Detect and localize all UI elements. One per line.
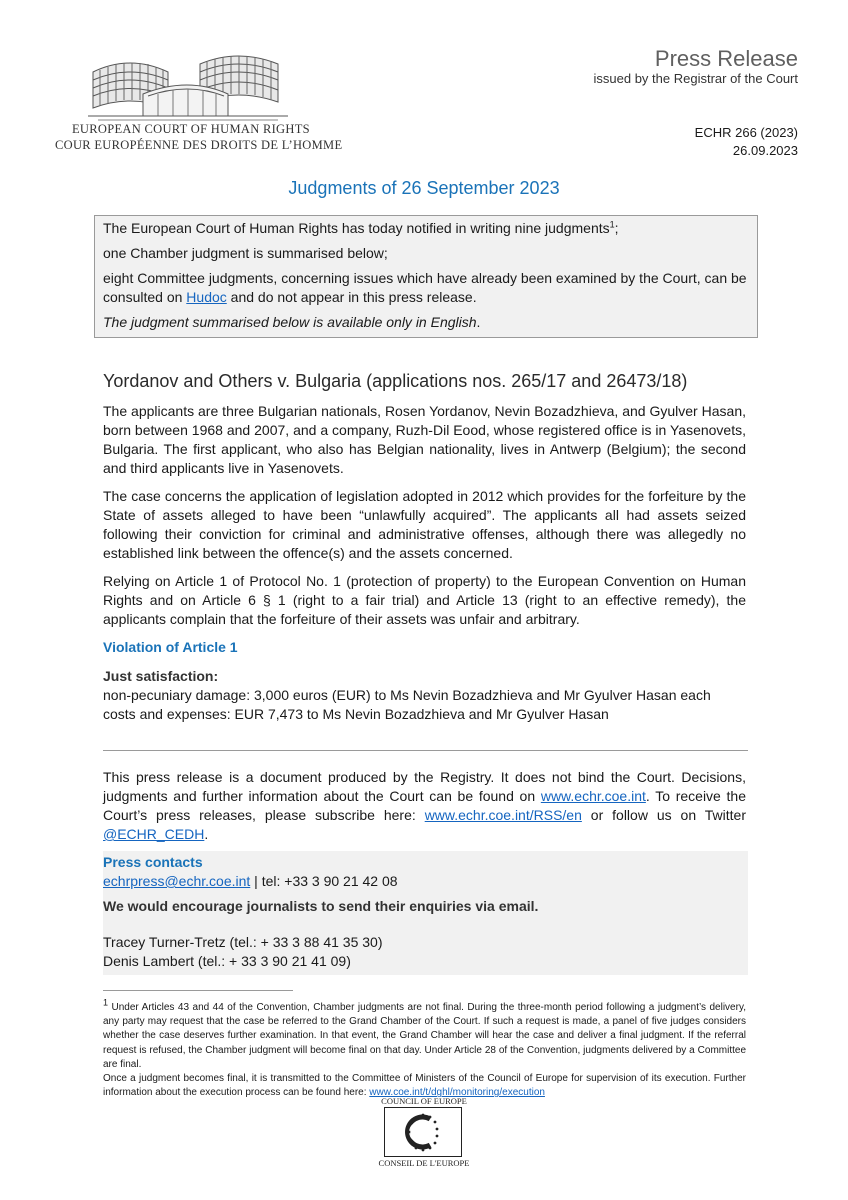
execution-link[interactable]: www.coe.int/t/dghl/monitoring/execution: [369, 1087, 545, 1099]
echr-website-link[interactable]: www.echr.coe.int: [540, 788, 646, 804]
council-name-fr: CONSEIL DE L'EUROPE: [378, 1158, 470, 1168]
press-contacts: [103, 851, 748, 975]
court-name-fr: COUR EUROPÉENNE DES DROITS DE L’HOMME: [55, 138, 343, 152]
intro-box: [94, 215, 758, 338]
council-name-en: COUNCIL OF EUROPE: [381, 1096, 467, 1106]
violation-heading: Violation of Article 1: [103, 639, 238, 655]
press-contacts-heading: Press contacts: [103, 854, 203, 870]
costs-line: costs and expenses: EUR 7,473 to Ms Nevin Bozadzhieva and Mr Gyulver Hasan: [103, 706, 609, 722]
about-paragraph: This press release is a document produced by the Registry. It does not bind the Court. Decisions, judgments and further information about the Court can be found on www.echr.coe.int. To receive the Court’s press releases, please subscribe here: www.echr.coe.int/RSS/en or follow us on Twitter @ECHR_CEDH.: [103, 769, 746, 842]
divider: [103, 750, 748, 751]
intro-line-3: eight Committee judgments, concerning issues which have already been examined by the Court, can be consulted on Hudoc and do not appear in this press release.: [103, 270, 747, 305]
contact-line: echrpress@echr.coe.int | tel: +33 3 90 21 42 08: [103, 873, 398, 889]
intro-line-1: The European Court of Human Rights has today notified in writing nine judgments$^1$;: [103, 219, 619, 236]
case-para-3: Relying on Article 1 of Protocol No. 1 (protection of property) to the European Convention on Human Rights and on Article 6 § 1 (right to a fair trial) and Article 13 (right to an effective remedy), the applicants complain that the forfeiture of their assets was unfair and arbitrary.: [103, 573, 746, 627]
just-satisfaction-block: [103, 667, 746, 724]
release-date: 26.09.2023: [732, 143, 798, 158]
case-title: Yordanov and Others v. Bulgaria (applications nos. 265/17 and 26473/18): [103, 371, 688, 391]
intro-line-4: The judgment summarised below is available only in English.: [103, 314, 481, 330]
contact-person-1: Tracey Turner-Tretz (tel.: + 33 3 88 41 35 30): [103, 934, 383, 950]
hudoc-link[interactable]: Hudoc: [186, 289, 227, 305]
footnote-divider: [103, 990, 293, 991]
case-para-2: The case concerns the application of legislation adopted in 2012 which provides for the forfeiture by the State of assets alleged to have been “unlawfully acquired”. The applicants all had assets seized following their conviction for criminal and administrative offenses, although there was allegedly no established link between the offence(s) and the assets concerned.: [103, 488, 746, 561]
footnote-ref[interactable]: 1: [609, 219, 615, 230]
damage-line: non-pecuniary damage: 3,000 euros (EUR) to Ms Nevin Bozadzhieva and Mr Gyulver Hasan each: [103, 687, 711, 703]
contact-person-2: Denis Lambert (tel.: + 33 3 90 21 41 09): [103, 953, 351, 969]
page-title: Judgments of 26 September 2023: [288, 178, 560, 198]
footnote: $^1$ Under Articles 43 and 44 of the Convention, Chamber judgments are not final. During the three-month period following a judgment’s delivery, any party may request that the case be referred to the Grand Chamber of the Court. If such a request is made, a panel of five judges considers whether the case deserves further examination. In that event, the Grand Chamber will hear the case and deliver a final judgment. If the referral request is refused, the Chamber judgment will become final on that day. Under Article 28 of the Convention, judgments delivered by a Committee are final. Once a judgment becomes final, it is transmitted to the Committee of Ministers of the Council of Europe for supervision of its execution. Further information about the execution process can be found here: www.coe.int/t/dghl/monitoring/execution: [103, 997, 746, 1099]
press-email-link[interactable]: echrpress@echr.coe.int: [103, 873, 251, 889]
court-name-en: EUROPEAN COURT OF HUMAN RIGHTS: [72, 122, 310, 136]
reference-block: [695, 124, 798, 160]
footnote-mark: 1: [103, 997, 109, 1008]
twitter-link[interactable]: @ECHR_CEDH: [103, 826, 205, 842]
intro-line-2: one Chamber judgment is summarised below;: [103, 245, 388, 261]
issued-by: issued by the Registrar of the Court: [593, 71, 798, 86]
press-release-title: Press Release: [654, 46, 798, 71]
reference-number: ECHR 266 (2023): [694, 125, 798, 140]
rss-link[interactable]: www.echr.coe.int/RSS/en: [424, 807, 582, 823]
court-building-icon: [88, 50, 288, 125]
just-satisfaction-heading: Just satisfaction:: [103, 668, 219, 684]
encourage-note: We would encourage journalists to send their enquiries via email.: [103, 898, 539, 914]
council-of-europe-stars-icon: [384, 1107, 462, 1157]
case-para-1: The applicants are three Bulgarian nationals, Rosen Yordanov, Nevin Bozadzhieva, and Gyulver Hasan, born between 1968 and 2007, and a company, Ruzh-Dil Eood, whose registered office is in Yasenovets, Bulgaria. The first applicant, who also has Belgian nationality, lives in Antwerp (Belgium); the second and third applicants live in Yasenovets.: [103, 403, 746, 476]
